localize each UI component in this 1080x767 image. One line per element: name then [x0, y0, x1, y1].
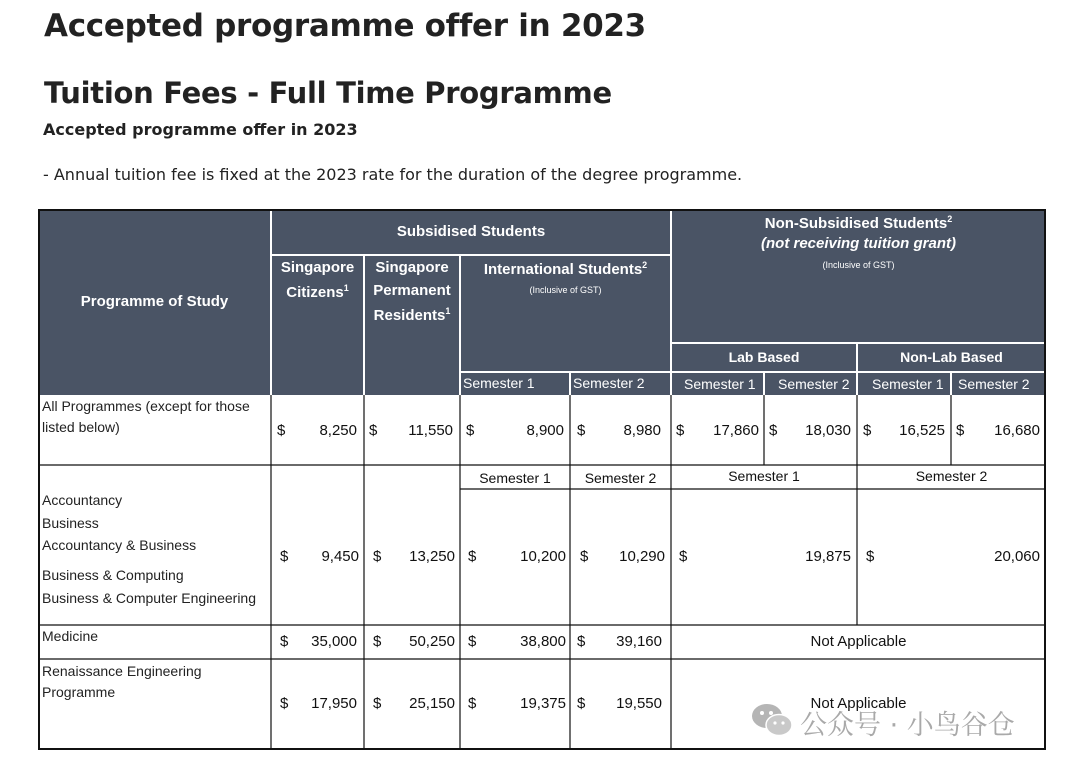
currency-symbol: $: [373, 548, 382, 565]
row2-intl-semester-1: Semester 1: [479, 470, 551, 486]
row-renaissance-label-2: Programme: [42, 684, 116, 700]
currency-symbol: $: [373, 633, 382, 650]
currency-symbol: $: [280, 695, 289, 712]
fee-business-intl-sem2: 10,290: [619, 548, 665, 565]
header-sg-pr-line2: Permanent: [373, 282, 451, 299]
section-subheading: Accepted programme offer in 2023: [43, 120, 358, 139]
row-accountancy-label: Accountancy: [42, 492, 123, 508]
currency-symbol: $: [373, 695, 382, 712]
header-lab-semester-1: Semester 1: [684, 376, 756, 392]
fee-business-nonlab: 20,060: [994, 548, 1040, 565]
row-business-computing-label: Business & Computing: [42, 567, 184, 583]
currency-symbol: $: [577, 422, 586, 439]
currency-symbol: $: [863, 422, 872, 439]
fee-medicine-sg-pr: 50,250: [409, 633, 455, 650]
header-intl-semester-1: Semester 1: [463, 375, 535, 391]
fee-all-sg-pr: 11,550: [408, 422, 453, 439]
fee-renaissance-intl-sem1: 19,375: [520, 695, 566, 712]
fee-all-lab-sem1: 17,860: [713, 422, 759, 439]
header-non-lab-based: Non-Lab Based: [900, 349, 1003, 365]
header-non-subsidised-gst-note: (Inclusive of GST): [822, 260, 895, 270]
currency-symbol: $: [468, 548, 477, 565]
currency-symbol: $: [866, 548, 875, 565]
fee-all-nonlab-sem1: 16,525: [899, 422, 945, 439]
fee-business-sg-citizens: 9,450: [321, 548, 359, 565]
row-accountancy-business-label: Accountancy & Business: [42, 537, 197, 553]
fee-business-lab: 19,875: [805, 548, 851, 565]
row-all-programmes-label-2: listed below): [42, 419, 120, 435]
page-title: Accepted programme offer in 2023: [44, 8, 646, 44]
row2-intl-semester-2: Semester 2: [584, 470, 657, 486]
fee-medicine-sg-citizens: 35,000: [311, 633, 357, 650]
fee-all-intl-sem1: 8,900: [526, 422, 564, 439]
currency-symbol: $: [369, 422, 378, 439]
fee-all-intl-sem2: 8,980: [623, 422, 661, 439]
row-medicine-label: Medicine: [42, 628, 99, 644]
header-sg-pr-line1: Singapore: [375, 259, 449, 276]
currency-symbol: $: [280, 633, 289, 650]
currency-symbol: $: [679, 548, 688, 565]
fee-medicine-intl-sem2: 39,160: [616, 633, 662, 650]
fee-renaissance-intl-sem2: 19,550: [616, 695, 662, 712]
header-sg-citizens-line2: Citizens$^1$: [286, 283, 349, 301]
tuition-fee-table: [38, 209, 1046, 750]
currency-symbol: $: [277, 422, 286, 439]
currency-symbol: $: [280, 548, 289, 565]
row-business-computer-engineering-label: Business & Computer Engineering: [42, 590, 257, 606]
header-sg-pr-line3: Residents$^1$: [373, 306, 451, 324]
fee-renaissance-sg-citizens: 17,950: [311, 695, 357, 712]
row2-nonlab-semester-2: Semester 2: [915, 468, 988, 484]
header-lab-semester-2: Semester 2: [778, 376, 850, 392]
header-nonlab-semester-1: Semester 1: [872, 376, 944, 392]
row-renaissance-label-1: Renaissance Engineering: [42, 663, 202, 679]
fee-medicine-intl-sem1: 38,800: [520, 633, 566, 650]
currency-symbol: $: [769, 422, 778, 439]
wechat-icon: [750, 700, 794, 740]
currency-symbol: $: [468, 633, 477, 650]
currency-symbol: $: [468, 695, 477, 712]
currency-symbol: $: [466, 422, 475, 439]
fee-business-sg-pr: 13,250: [409, 548, 455, 565]
row2-lab-semester-1: Semester 1: [728, 468, 800, 484]
fee-note: - Annual tuition fee is fixed at the 2023 rate for the duration of the degree programme.: [43, 165, 743, 184]
header-nonlab-semester-2: Semester 2: [958, 376, 1030, 392]
header-lab-based: Lab Based: [728, 349, 800, 365]
fee-all-nonlab-sem2: 16,680: [994, 422, 1040, 439]
currency-symbol: $: [577, 633, 586, 650]
renaissance-non-subsidised-not-applicable: Not Applicable: [810, 695, 907, 712]
medicine-non-subsidised-not-applicable: Not Applicable: [810, 633, 907, 650]
header-non-subsidised-note: (not receiving tuition grant): [761, 235, 956, 252]
row-business-label: Business: [42, 515, 99, 531]
fee-all-lab-sem2: 18,030: [805, 422, 851, 439]
header-international-students: International Students$^2$: [483, 260, 648, 278]
currency-symbol: $: [956, 422, 965, 439]
header-non-subsidised-students: Non-Subsidised Students$^2$: [764, 214, 953, 232]
section-heading: Tuition Fees - Full Time Programme: [44, 76, 612, 110]
fee-all-sg-citizens: 8,250: [319, 422, 357, 439]
watermark-text: 公众号 · 小鸟谷仓: [800, 710, 1015, 741]
fee-renaissance-sg-pr: 25,150: [409, 695, 455, 712]
fee-business-intl-sem1: 10,200: [520, 548, 566, 565]
header-sg-citizens-line1: Singapore: [280, 259, 355, 276]
currency-symbol: $: [577, 695, 586, 712]
header-subsidised-students: Subsidised Students: [396, 223, 546, 240]
currency-symbol: $: [580, 548, 589, 565]
currency-symbol: $: [676, 422, 685, 439]
row-all-programmes-label-1: All Programmes (except for those: [42, 398, 250, 414]
header-programme-of-study: Programme of Study: [80, 293, 229, 310]
header-intl-semester-2: Semester 2: [573, 375, 645, 391]
header-intl-gst-note: (Inclusive of GST): [529, 285, 602, 295]
